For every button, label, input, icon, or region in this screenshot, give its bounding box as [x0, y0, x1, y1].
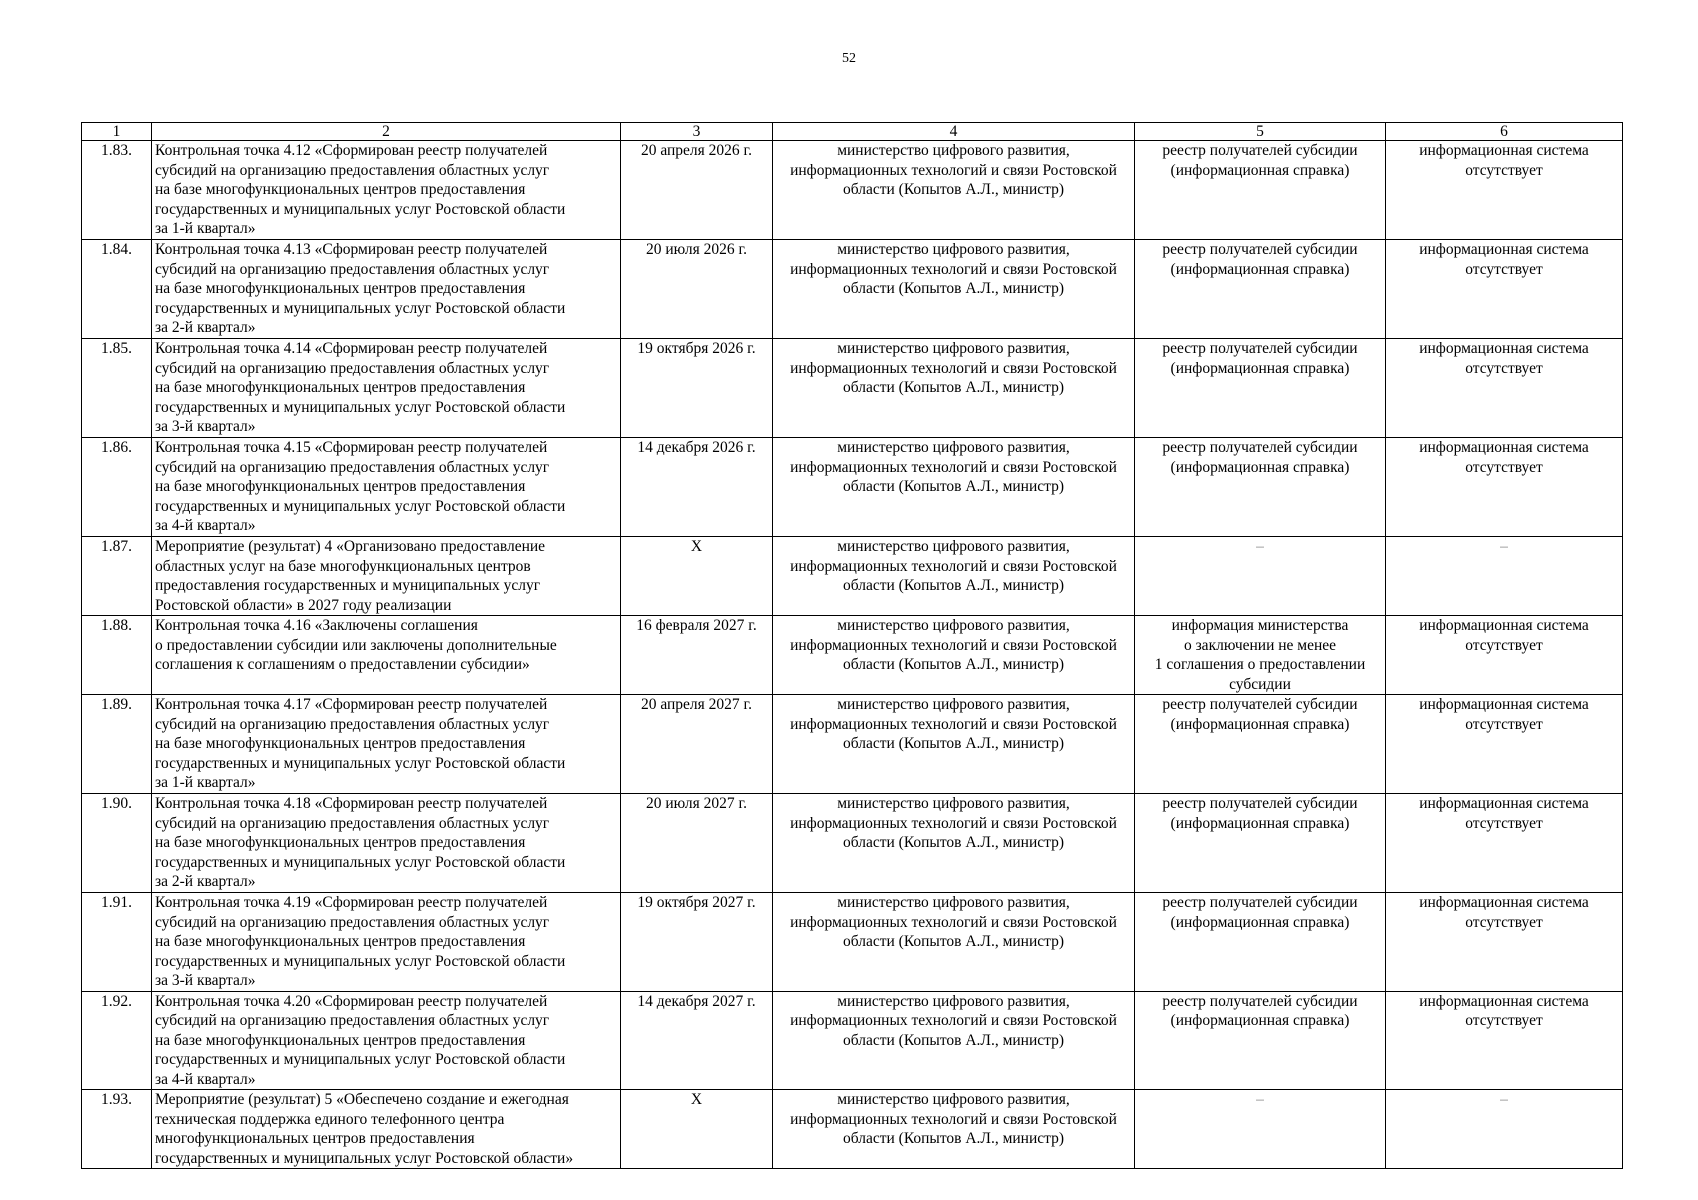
row-date-cell — [621, 893, 773, 992]
row-responsible-text: министерство цифрового развития, информационных технологий и связи Ростовской области (Копытов А.Л., министр) — [790, 992, 1117, 1049]
row-document-cell — [1135, 616, 1386, 695]
row-system-text: информационная система отсутствует — [1419, 696, 1589, 733]
row-document-text: реестр получателей субсидии (информационная справка) — [1162, 894, 1358, 931]
row-number-cell — [82, 141, 152, 240]
row-date-cell — [621, 695, 773, 794]
row-system-cell — [1386, 893, 1623, 992]
row-system-text: информационная система отсутствует — [1419, 617, 1589, 654]
table-row — [82, 141, 1623, 240]
row-system-text: информационная система отсутствует — [1419, 340, 1589, 377]
row-name-cell — [152, 141, 621, 240]
row-document-cell — [1135, 893, 1386, 992]
row-responsible-text: министерство цифрового развития, информационных технологий и связи Ростовской области (Копытов А.Л., министр) — [790, 617, 1117, 673]
table-row — [82, 991, 1623, 1090]
row-document-text: реестр получателей субсидии (информационная справка) — [1162, 795, 1358, 832]
row-name-text: Контрольная точка 4.20 «Сформирован реестр получателей субсидий на организацию предоставления областных услуг на базе многофункциональных центров предоставления государственных и муниципальных услуг Ростовской области за 4-й квартал» — [155, 992, 566, 1088]
row-name-text: Контрольная точка 4.12 «Сформирован реестр получателей субсидий на организацию предоставления областных услуг на базе многофункциональных центров предоставления государственных и муниципальных услуг Ростовской области за 1-й квартал» — [155, 142, 566, 237]
row-system-cell — [1386, 438, 1623, 537]
row-date-cell — [621, 537, 773, 616]
row-responsible-cell — [773, 240, 1135, 339]
row-name-text: Контрольная точка 4.16 «Заключены соглашения о предоставлении субсидии или заключены дополнительные соглашения к соглашениям о предоставлении субсидии» — [155, 617, 557, 673]
row-number-cell — [82, 893, 152, 992]
row-responsible-text: министерство цифрового развития, информационных технологий и связи Ростовской области (Копытов А.Л., министр) — [790, 538, 1117, 594]
row-document-text: реестр получателей субсидии (информационная справка) — [1162, 696, 1358, 733]
row-number-text: 1.89. — [101, 696, 132, 713]
row-name-cell — [152, 537, 621, 616]
row-name-cell — [152, 240, 621, 339]
row-number-cell — [82, 695, 152, 794]
row-system-cell — [1386, 695, 1623, 794]
row-number-cell — [82, 240, 152, 339]
row-number-text: 1.84. — [101, 241, 132, 258]
column-header-6: 6 — [1386, 123, 1623, 141]
row-system-cell — [1386, 616, 1623, 695]
row-document-text: информация министерства о заключении не менее 1 соглашения о предоставлении субсидии — [1154, 617, 1366, 693]
row-number-text: 1.92. — [101, 992, 132, 1010]
row-name-cell — [152, 695, 621, 794]
row-responsible-cell — [773, 893, 1135, 992]
row-name-text: Контрольная точка 4.17 «Сформирован реестр получателей субсидий на организацию предоставления областных услуг на базе многофункциональных центров предоставления государственных и муниципальных услуг Ростовской области за 1-й квартал» — [155, 696, 566, 791]
row-responsible-cell — [773, 991, 1135, 1090]
row-document-text: реестр получателей субсидии (информационная справка) — [1162, 340, 1358, 377]
row-system-cell — [1386, 794, 1623, 893]
column-header-3: 3 — [621, 123, 773, 141]
row-document-cell — [1135, 240, 1386, 339]
row-system-cell — [1386, 141, 1623, 240]
row-date-text: 19 октября 2027 г. — [637, 894, 756, 911]
row-system-cell — [1386, 339, 1623, 438]
row-document-cell — [1135, 991, 1386, 1090]
table-row — [82, 794, 1623, 893]
row-date-text: 16 февраля 2027 г. — [636, 617, 757, 634]
table-row — [82, 240, 1623, 339]
table-row — [82, 438, 1623, 537]
row-number-text: 1.88. — [101, 617, 132, 634]
row-name-cell — [152, 438, 621, 537]
plan-table — [81, 122, 1623, 1169]
row-system-text: информационная система отсутствует — [1419, 241, 1589, 278]
row-document-text: – — [1256, 538, 1264, 555]
row-document-text: реестр получателей субсидии (информационная справка) — [1162, 142, 1358, 179]
column-header-5: 5 — [1135, 123, 1386, 141]
row-date-text: Х — [690, 538, 703, 555]
row-name-cell — [152, 339, 621, 438]
table-row — [82, 339, 1623, 438]
row-document-text: реестр получателей субсидии (информационная справка) — [1162, 992, 1358, 1029]
row-name-cell — [152, 1090, 621, 1169]
row-date-cell — [621, 991, 773, 1090]
row-date-text: 20 апреля 2027 г. — [640, 696, 753, 713]
row-number-text: 1.90. — [101, 795, 132, 812]
row-system-text: – — [1500, 538, 1508, 555]
row-number-cell — [82, 794, 152, 893]
row-system-cell — [1386, 991, 1623, 1090]
column-header-2: 2 — [152, 123, 621, 141]
row-responsible-cell — [773, 1090, 1135, 1169]
row-number-cell — [82, 339, 152, 438]
column-header-1: 1 — [82, 123, 152, 141]
row-name-text: Контрольная точка 4.15 «Сформирован реестр получателей субсидий на организацию предоставления областных услуг на базе многофункциональных центров предоставления государственных и муниципальных услуг Ростовской области за 4-й квартал» — [155, 439, 566, 534]
row-number-cell — [82, 438, 152, 537]
column-header-4: 4 — [773, 123, 1135, 141]
row-document-cell — [1135, 141, 1386, 240]
row-name-cell — [152, 991, 621, 1090]
row-number-cell — [82, 537, 152, 616]
row-name-text: Контрольная точка 4.13 «Сформирован реестр получателей субсидий на организацию предоставления областных услуг на базе многофункциональных центров предоставления государственных и муниципальных услуг Ростовской области за 2-й квартал» — [155, 241, 566, 336]
row-date-text: 19 октября 2026 г. — [637, 340, 756, 357]
row-system-text: информационная система отсутствует — [1419, 894, 1589, 931]
row-number-text: 1.86. — [101, 439, 132, 456]
row-date-cell — [621, 616, 773, 695]
row-number-text: 1.85. — [101, 340, 132, 357]
row-name-text: Контрольная точка 4.14 «Сформирован реестр получателей субсидий на организацию предоставления областных услуг на базе многофункциональных центров предоставления государственных и муниципальных услуг Ростовской области за 3-й квартал» — [155, 340, 566, 435]
row-system-text: информационная система отсутствует — [1419, 142, 1589, 179]
row-date-cell — [621, 1090, 773, 1169]
table-row — [82, 1090, 1623, 1169]
row-document-text: реестр получателей субсидии (информационная справка) — [1162, 241, 1358, 278]
row-name-cell — [152, 794, 621, 893]
table-row — [82, 537, 1623, 616]
row-responsible-cell — [773, 695, 1135, 794]
row-document-cell — [1135, 794, 1386, 893]
row-responsible-text: министерство цифрового развития, информационных технологий и связи Ростовской области (Копытов А.Л., министр) — [790, 795, 1117, 851]
row-date-text: 14 декабря 2027 г. — [637, 992, 756, 1010]
row-responsible-cell — [773, 537, 1135, 616]
row-date-cell — [621, 339, 773, 438]
row-system-text: информационная система отсутствует — [1419, 992, 1589, 1029]
row-system-text: информационная система отсутствует — [1419, 795, 1589, 832]
table-row — [82, 695, 1623, 794]
row-document-cell — [1135, 438, 1386, 537]
row-name-cell — [152, 616, 621, 695]
row-system-text: – — [1500, 1091, 1508, 1108]
row-document-text: – — [1256, 1091, 1264, 1108]
table-row — [82, 616, 1623, 695]
row-responsible-text: министерство цифрового развития, информационных технологий и связи Ростовской области (Копытов А.Л., министр) — [790, 142, 1117, 198]
row-name-text: Мероприятие (результат) 5 «Обеспечено создание и ежегодная техническая поддержка единого телефонного центра многофункциональных центров предоставления государственных и муниципальных услуг Ростовской области» — [155, 1091, 574, 1167]
row-date-text: 20 июля 2027 г. — [646, 795, 747, 812]
row-date-text: 20 апреля 2026 г. — [640, 142, 753, 159]
row-number-text: 1.83. — [101, 142, 132, 159]
row-system-cell — [1386, 1090, 1623, 1169]
row-number-cell — [82, 616, 152, 695]
row-number-text: 1.91. — [101, 894, 132, 911]
row-date-text: 14 декабря 2026 г. — [637, 439, 756, 456]
row-name-text: Мероприятие (результат) 4 «Организовано предоставление областных услуг на базе многофункциональных центров предоставления государственных и муниципальных услуг Ростовской области» в 2027 году реализации — [155, 538, 546, 614]
row-responsible-text: министерство цифрового развития, информационных технологий и связи Ростовской области (Копытов А.Л., министр) — [790, 894, 1117, 950]
row-document-cell — [1135, 695, 1386, 794]
row-responsible-cell — [773, 438, 1135, 537]
row-number-cell — [82, 1090, 152, 1169]
row-name-cell — [152, 893, 621, 992]
row-date-cell — [621, 438, 773, 537]
row-responsible-cell — [773, 141, 1135, 240]
row-name-text: Контрольная точка 4.18 «Сформирован реестр получателей субсидий на организацию предоставления областных услуг на базе многофункциональных центров предоставления государственных и муниципальных услуг Ростовской области за 2-й квартал» — [155, 795, 566, 890]
row-document-cell — [1135, 537, 1386, 616]
row-responsible-cell — [773, 794, 1135, 893]
row-system-cell — [1386, 537, 1623, 616]
row-system-cell — [1386, 240, 1623, 339]
row-date-cell — [621, 141, 773, 240]
row-document-cell — [1135, 339, 1386, 438]
row-document-cell — [1135, 1090, 1386, 1169]
row-date-cell — [621, 240, 773, 339]
row-number-text: 1.87. — [101, 538, 132, 555]
table-row — [82, 893, 1623, 992]
row-responsible-text: министерство цифрового развития, информационных технологий и связи Ростовской области (Копытов А.Л., министр) — [790, 1091, 1117, 1147]
row-number-text: 1.93. — [101, 1091, 132, 1108]
row-number-cell — [82, 991, 152, 1090]
row-name-text: Контрольная точка 4.19 «Сформирован реестр получателей субсидий на организацию предоставления областных услуг на базе многофункциональных центров предоставления государственных и муниципальных услуг Ростовской области за 3-й квартал» — [155, 894, 566, 989]
row-date-text: Х — [690, 1091, 703, 1108]
row-date-text: 20 июля 2026 г. — [646, 241, 747, 258]
row-responsible-cell — [773, 616, 1135, 695]
column-number-row — [82, 123, 1623, 141]
row-document-text: реестр получателей субсидии (информационная справка) — [1162, 439, 1358, 476]
row-responsible-text: министерство цифрового развития, информационных технологий и связи Ростовской области (Копытов А.Л., министр) — [790, 696, 1117, 752]
row-responsible-text: министерство цифрового развития, информационных технологий и связи Ростовской области (Копытов А.Л., министр) — [790, 340, 1117, 396]
row-responsible-text: министерство цифрового развития, информационных технологий и связи Ростовской области (Копытов А.Л., министр) — [790, 439, 1117, 495]
page-number: 52 — [842, 51, 856, 66]
row-responsible-cell — [773, 339, 1135, 438]
row-date-cell — [621, 794, 773, 893]
row-responsible-text: министерство цифрового развития, информационных технологий и связи Ростовской области (Копытов А.Л., министр) — [790, 241, 1117, 297]
row-system-text: информационная система отсутствует — [1419, 439, 1589, 476]
